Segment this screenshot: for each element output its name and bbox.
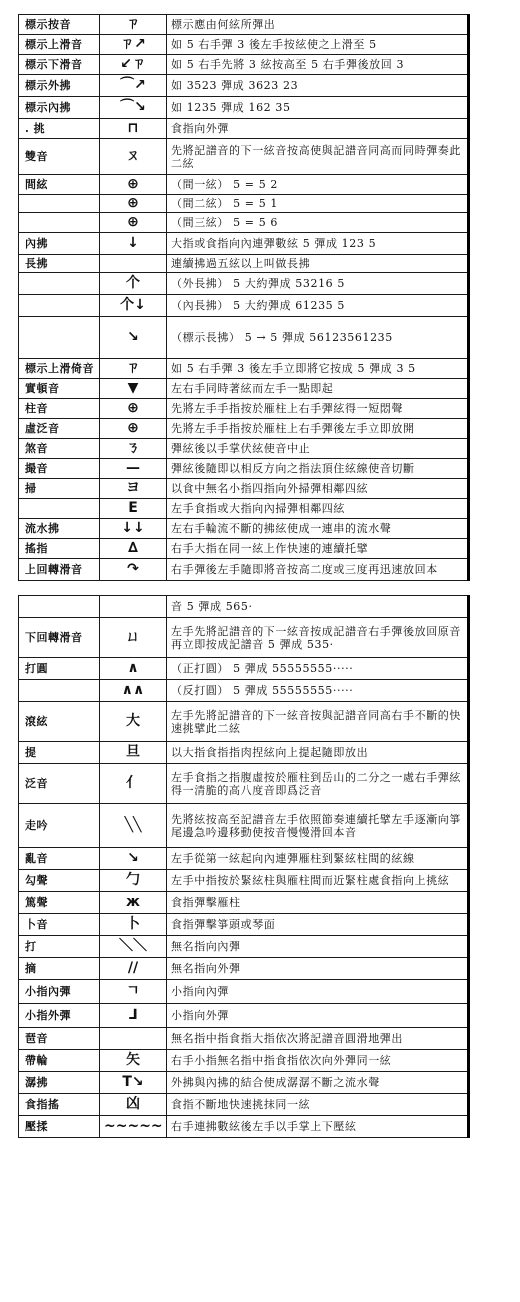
notation-table-part1: [18, 14, 470, 581]
technique-description: 左右手同時著絃而左手一點即起: [167, 379, 469, 399]
notation-row: [19, 1050, 469, 1072]
technique-description: 小指向內彈: [167, 980, 469, 1004]
technique-symbol-icon: ⊕: [100, 195, 167, 213]
technique-name: [19, 596, 100, 618]
technique-symbol-icon: ↙ㄗ: [100, 55, 167, 75]
technique-symbol-icon: ⌒↗: [100, 75, 167, 97]
technique-description: 以食中無名小指四指向外掃彈相鄰四絃: [167, 479, 469, 499]
technique-symbol-icon: ㄗ↗: [100, 35, 167, 55]
notation-row: [19, 596, 469, 618]
notation-row: [19, 359, 469, 379]
technique-name: 標示按音: [19, 15, 100, 35]
technique-description: （標示長拂） 5 → 5 彈成 56123561235: [167, 317, 469, 359]
notation-row: [19, 702, 469, 742]
technique-symbol-icon: ∧∧: [100, 680, 167, 702]
technique-symbol-icon: [100, 596, 167, 618]
technique-name: 走吟: [19, 804, 100, 848]
technique-symbol-icon: ㄩ: [100, 618, 167, 658]
technique-name: 雙音: [19, 139, 100, 175]
technique-name: [19, 273, 100, 295]
technique-name: 標示內拂: [19, 97, 100, 119]
notation-row: [19, 848, 469, 870]
technique-name: [19, 499, 100, 519]
notation-row: [19, 1028, 469, 1050]
technique-name: 食指搖: [19, 1094, 100, 1116]
technique-name: 標示上滑倚音: [19, 359, 100, 379]
technique-symbol-icon: T↘: [100, 1072, 167, 1094]
technique-description: 右手小指無名指中指食指依次向外彈同一絃: [167, 1050, 469, 1072]
notation-row: [19, 559, 469, 581]
technique-name: [19, 213, 100, 233]
technique-symbol-icon: ヨ: [100, 479, 167, 499]
technique-name: 小指內彈: [19, 980, 100, 1004]
technique-name: 卜音: [19, 914, 100, 936]
notation-table-part2: [18, 595, 470, 1138]
technique-name: 實頓音: [19, 379, 100, 399]
notation-row: [19, 213, 469, 233]
notation-row: [19, 680, 469, 702]
technique-name: 勾聲: [19, 870, 100, 892]
technique-description: （間二絃） 5 = 5 1: [167, 195, 469, 213]
technique-name: 標示上滑音: [19, 35, 100, 55]
technique-description: 連續拂過五絃以上叫做長拂: [167, 255, 469, 273]
notation-row: [19, 399, 469, 419]
technique-name: [19, 317, 100, 359]
technique-symbol-icon: ⊕: [100, 399, 167, 419]
technique-description: （間一絃） 5 = 5 2: [167, 175, 469, 195]
notation-row: [19, 195, 469, 213]
technique-name: 虛泛音: [19, 419, 100, 439]
technique-description: 左手從第一絃起向內連彈雁柱到緊絃柱間的絃線: [167, 848, 469, 870]
technique-name: 標示外拂: [19, 75, 100, 97]
notation-row: [19, 97, 469, 119]
technique-symbol-icon: ＼＼: [100, 936, 167, 958]
technique-name: [19, 195, 100, 213]
technique-symbol-icon: ∧: [100, 658, 167, 680]
technique-symbol-icon: ⌒↘: [100, 97, 167, 119]
notation-row: [19, 1116, 469, 1138]
technique-description: 標示應由何絃所彈出: [167, 15, 469, 35]
technique-name: 壓揉: [19, 1116, 100, 1138]
technique-name: 潺拂: [19, 1072, 100, 1094]
technique-name: [19, 295, 100, 317]
technique-name: 間絃: [19, 175, 100, 195]
technique-symbol-icon: ↘: [100, 848, 167, 870]
technique-description: 先將左手手指按於雁柱上右手彈後左手立即放開: [167, 419, 469, 439]
notation-row: [19, 295, 469, 317]
notation-row: [19, 139, 469, 175]
notation-row: [19, 980, 469, 1004]
technique-name: 滾絃: [19, 702, 100, 742]
technique-description: 如 1235 彈成 162 35: [167, 97, 469, 119]
technique-symbol-icon: ⊓: [100, 119, 167, 139]
notation-row: [19, 55, 469, 75]
technique-description: 食指不斷地快速挑抹同一絃: [167, 1094, 469, 1116]
technique-name: 亂音: [19, 848, 100, 870]
technique-description: 如 5 右手彈 3 後左手按絃使之上滑至 5: [167, 35, 469, 55]
technique-symbol-icon: 矢: [100, 1050, 167, 1072]
technique-name: 搖指: [19, 539, 100, 559]
technique-description: （正打圓） 5 彈成 55555555·····: [167, 658, 469, 680]
notation-row: [19, 233, 469, 255]
technique-description: （內長拂） 5 大約彈成 61235 5: [167, 295, 469, 317]
notation-row: [19, 15, 469, 35]
technique-description: 無名指向外彈: [167, 958, 469, 980]
technique-name: 帶輪: [19, 1050, 100, 1072]
technique-symbol-icon: ⅃: [100, 1004, 167, 1028]
notation-row: [19, 317, 469, 359]
technique-symbol-icon: E: [100, 499, 167, 519]
technique-symbol-icon: 大: [100, 702, 167, 742]
notation-row: [19, 1094, 469, 1116]
technique-description: 大指或食指向內連彈數絃 5 彈成 123 5: [167, 233, 469, 255]
notation-row: [19, 499, 469, 519]
technique-description: 無名指中指食指大指依次將記譜音圓滑地彈出: [167, 1028, 469, 1050]
technique-description: （間三絃） 5 = 5 6: [167, 213, 469, 233]
technique-symbol-icon: ↘: [100, 317, 167, 359]
technique-symbol-icon: ㄱ: [100, 980, 167, 1004]
technique-description: 以大指食指指肉捏絃向上提起隨即放出: [167, 742, 469, 764]
technique-name: 摘: [19, 958, 100, 980]
notation-row: [19, 1004, 469, 1028]
notation-row: [19, 35, 469, 55]
technique-symbol-icon: 个: [100, 273, 167, 295]
technique-symbol-icon: —: [100, 459, 167, 479]
notation-row: [19, 1072, 469, 1094]
notation-row: [19, 804, 469, 848]
technique-description: 音 5 彈成 565·: [167, 596, 469, 618]
technique-description: 彈絃後隨即以相反方向之指法頂住絃線使音切斷: [167, 459, 469, 479]
technique-name: 流水拂: [19, 519, 100, 539]
notation-row: [19, 175, 469, 195]
technique-description: 食指向外彈: [167, 119, 469, 139]
notation-row: [19, 892, 469, 914]
technique-name: 下回轉滑音: [19, 618, 100, 658]
technique-symbol-icon: 亻: [100, 764, 167, 804]
technique-description: 如 5 右手先將 3 絃按高至 5 右手彈後放回 3: [167, 55, 469, 75]
technique-description: 右手彈後左手隨即將音按高二度或三度再迅速放回本: [167, 559, 469, 581]
technique-name: 柱音: [19, 399, 100, 419]
technique-symbol-icon: ↷: [100, 559, 167, 581]
technique-symbol-icon: ~~~~~: [100, 1116, 167, 1138]
technique-name: 標示下滑音: [19, 55, 100, 75]
technique-symbol-icon: 卜: [100, 914, 167, 936]
notation-row: [19, 119, 469, 139]
technique-description: 左手先將記譜音的下一絃音按成記譜音右手彈後放回原音再立即按成記譜音 5 彈成 535·: [167, 618, 469, 658]
technique-description: 彈絃後以手掌伏絃使音中止: [167, 439, 469, 459]
notation-row: [19, 459, 469, 479]
technique-symbol-icon: ↓: [100, 233, 167, 255]
technique-symbol-icon: ∆: [100, 539, 167, 559]
technique-symbol-icon: 凶: [100, 1094, 167, 1116]
notation-row: [19, 379, 469, 399]
technique-description: 左右手輪流不斷的拂絃使成一連串的流水聲: [167, 519, 469, 539]
technique-name: 提: [19, 742, 100, 764]
technique-symbol-icon: ж: [100, 892, 167, 914]
notation-row: [19, 742, 469, 764]
technique-symbol-icon: ▼: [100, 379, 167, 399]
technique-name: 上回轉滑音: [19, 559, 100, 581]
notation-row: [19, 273, 469, 295]
technique-description: 食指彈擊雁柱: [167, 892, 469, 914]
technique-name: [19, 680, 100, 702]
technique-description: 左手食指或大指向內掃彈相鄰四絃: [167, 499, 469, 519]
notation-row: [19, 439, 469, 459]
technique-name: . 挑: [19, 119, 100, 139]
notation-row: [19, 958, 469, 980]
notation-row: [19, 255, 469, 273]
technique-name: 小指外彈: [19, 1004, 100, 1028]
technique-name: 打圓: [19, 658, 100, 680]
technique-description: 先將絃按高至記譜音左手依照節奏連續托擘左手逐漸向箏尾邊急吟邊移動使按音慢慢滑回本音: [167, 804, 469, 848]
technique-name: 打: [19, 936, 100, 958]
technique-name: 琶音: [19, 1028, 100, 1050]
notation-row: [19, 419, 469, 439]
notation-row: [19, 539, 469, 559]
technique-description: 右手大指在同一絃上作快速的連續托擘: [167, 539, 469, 559]
technique-symbol-icon: //: [100, 958, 167, 980]
notation-row: [19, 914, 469, 936]
notation-row: [19, 75, 469, 97]
technique-name: 長拂: [19, 255, 100, 273]
notation-sheet: [18, 14, 470, 1138]
notation-row: [19, 870, 469, 892]
technique-description: 無名指向內彈: [167, 936, 469, 958]
technique-symbol-icon: ㄋ: [100, 439, 167, 459]
technique-symbol-icon: 勹: [100, 870, 167, 892]
technique-description: 先將左手手指按於雁柱上右手彈絃得一短悶聲: [167, 399, 469, 419]
technique-symbol-icon: ⊕: [100, 213, 167, 233]
technique-symbol-icon: ⊕: [100, 419, 167, 439]
technique-name: 撮音: [19, 459, 100, 479]
technique-symbol-icon: ╲╲: [100, 804, 167, 848]
technique-description: 左手先將記譜音的下一絃音按與記譜音同高右手不斷的快速挑擘此二絃: [167, 702, 469, 742]
notation-row: [19, 658, 469, 680]
technique-description: 左手食指之指腹虛按於雁柱到岳山的二分之一處右手彈絃得一清脆的高八度音即爲泛音: [167, 764, 469, 804]
notation-row: [19, 519, 469, 539]
technique-symbol-icon: [100, 255, 167, 273]
technique-symbol-icon: ↓↓: [100, 519, 167, 539]
notation-row: [19, 936, 469, 958]
technique-name: 煞音: [19, 439, 100, 459]
technique-name: 泛音: [19, 764, 100, 804]
technique-description: 食指彈擊箏頭或琴面: [167, 914, 469, 936]
technique-description: （反打圓） 5 彈成 55555555·····: [167, 680, 469, 702]
technique-description: 先將記譜音的下一絃音按高使與記譜音同高而同時彈奏此二絃: [167, 139, 469, 175]
technique-name: 內拂: [19, 233, 100, 255]
technique-symbol-icon: 旦: [100, 742, 167, 764]
page-gap: [18, 581, 470, 595]
technique-symbol-icon: ⊕: [100, 175, 167, 195]
technique-symbol-icon: ㄗ: [100, 15, 167, 35]
technique-description: 左手中指按於緊絃柱與雁柱間而近緊柱處食指向上挑絃: [167, 870, 469, 892]
notation-row: [19, 764, 469, 804]
technique-symbol-icon: ㄡ: [100, 139, 167, 175]
technique-symbol-icon: ㄗ: [100, 359, 167, 379]
technique-symbol-icon: [100, 1028, 167, 1050]
notation-row: [19, 618, 469, 658]
technique-description: 小指向外彈: [167, 1004, 469, 1028]
notation-row: [19, 479, 469, 499]
technique-name: 篤聲: [19, 892, 100, 914]
technique-description: 右手連拂數絃後左手以手掌上下壓絃: [167, 1116, 469, 1138]
technique-symbol-icon: 个↓: [100, 295, 167, 317]
technique-description: 如 3523 彈成 3623 23: [167, 75, 469, 97]
technique-description: 外拂與內拂的結合使成潺潺不斷之流水聲: [167, 1072, 469, 1094]
technique-description: （外長拂） 5 大約彈成 53216 5: [167, 273, 469, 295]
technique-name: 掃: [19, 479, 100, 499]
technique-description: 如 5 右手彈 3 後左手立即將它按成 5 彈成 3 5: [167, 359, 469, 379]
